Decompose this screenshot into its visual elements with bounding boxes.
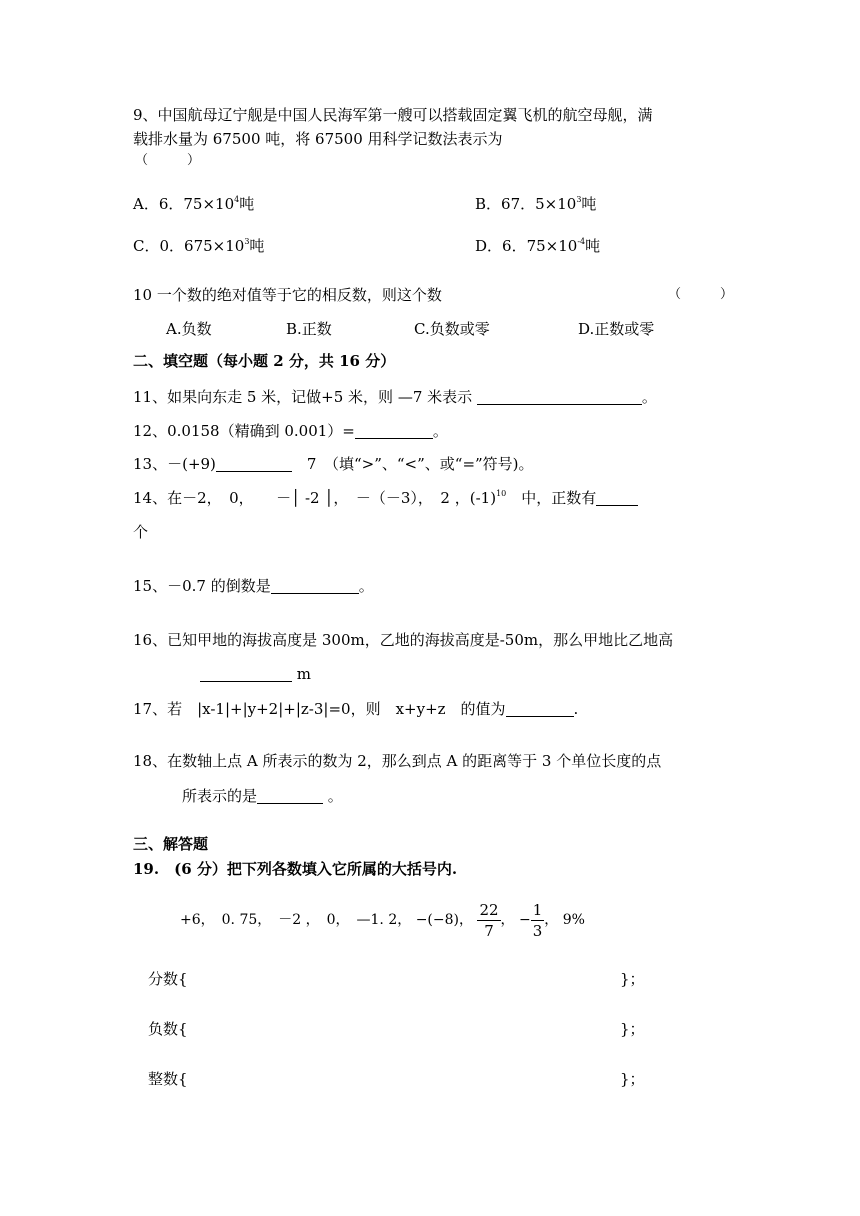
q18-line2: 所表示的是 。 — [182, 787, 343, 805]
q10-option-b: B.正数 — [286, 320, 332, 338]
q14: 14、在－2， 0， －│ -2 │， －（－3）， 2 ，$(-1)^{10}$ 中，正数有 — [133, 487, 638, 509]
q16-answer-blank[interactable] — [200, 666, 292, 682]
q16-line2: m — [200, 663, 311, 685]
q9-option-a: A．6．$75\times 10^4$吨 — [133, 195, 255, 213]
q10-option-d: D.正数或零 — [578, 320, 655, 338]
q17: 17、若 |x-1|+|y+2|+|z-3|=0，则 x+y+z 的值为 . — [133, 700, 579, 718]
q19-set-negative-close: }； — [620, 1020, 645, 1038]
q10-option-a: A.负数 — [166, 320, 212, 338]
q14-line2: 个 — [133, 523, 149, 541]
q17-answer-blank[interactable] — [506, 701, 574, 717]
q19-set-negative-label: 负数{ — [148, 1020, 188, 1038]
q9-option-b: B．67．$5\times 10^3$吨 — [475, 195, 597, 213]
q13-answer-blank[interactable] — [216, 456, 292, 472]
q19-set-integer-close: }； — [620, 1070, 645, 1088]
q19-number-list: +6， 0. 75， －2 ， 0， —1. 2， −(−8)， $\frac{22}{7}$ ， − $\frac{1}{3}$ ， 9% — [180, 900, 585, 940]
q9-answer-paren: （ ） — [135, 153, 201, 168]
section-fill-in-heading: 二、填空题（每小题 2 分，共 16 分） — [133, 352, 396, 370]
q19-set-integer-label: 整数{ — [148, 1070, 188, 1088]
q18-answer-blank[interactable] — [257, 788, 323, 804]
q18-line1: 18、在数轴上点 A 所表示的数为 2，那么到点 A 的距离等于 3 个单位长度的点 — [133, 752, 662, 770]
q10-option-c: C.负数或零 — [414, 320, 490, 338]
q15: 15、－0.7 的倒数是 。 — [133, 577, 374, 595]
q19-fraction-22-7: $\frac{22}{7}$ — [479, 900, 499, 940]
q9-line1: 9、中国航母辽宁舰是中国人民海军第一艘可以搭载固定翼飞机的航空母舰，满 — [133, 106, 653, 124]
q12: 12、0.0158（精确到 0.001）= 。 — [133, 422, 448, 440]
q12-answer-blank[interactable] — [355, 423, 433, 439]
q19-set-fraction-label: 分数{ — [148, 970, 188, 988]
q10-answer-paren: （ ） — [668, 287, 734, 302]
q9-option-c: C．0．$675\times 10^3$吨 — [133, 237, 265, 255]
q19-set-fraction-close: }； — [620, 970, 645, 988]
q15-answer-blank[interactable] — [271, 578, 359, 594]
q10-stem: 10 一个数的绝对值等于它的相反数，则这个数 — [133, 286, 442, 304]
q19-neg-neg-eight: −(−8)， — [415, 912, 473, 928]
q14-answer-blank[interactable] — [596, 490, 638, 506]
section-solve-heading: 三、解答题 — [133, 835, 209, 853]
q9-option-d: D．6．$75\times 10^{-4}$吨 — [475, 237, 601, 255]
q16-line1: 16、已知甲地的海拔高度是 300m，乙地的海拔高度是-50m，那么甲地比乙地高 — [133, 631, 674, 649]
q11: 11、如果向东走 5 米，记做+5 米，则 —7 米表示 。 — [133, 388, 657, 406]
q13: 13、－(+9) 7 （填“>”、“<”、或“=”符号)。 — [133, 455, 534, 473]
q9-line2: 载排水量为 67500 吨，将 67500 用科学记数法表示为 — [133, 130, 503, 148]
q19-fraction-1-3: $\frac{1}{3}$ — [532, 900, 543, 940]
q11-answer-blank[interactable] — [477, 389, 642, 405]
q19-stem: 19. (6 分）把下列各数填入它所属的大括号内. — [133, 860, 458, 878]
